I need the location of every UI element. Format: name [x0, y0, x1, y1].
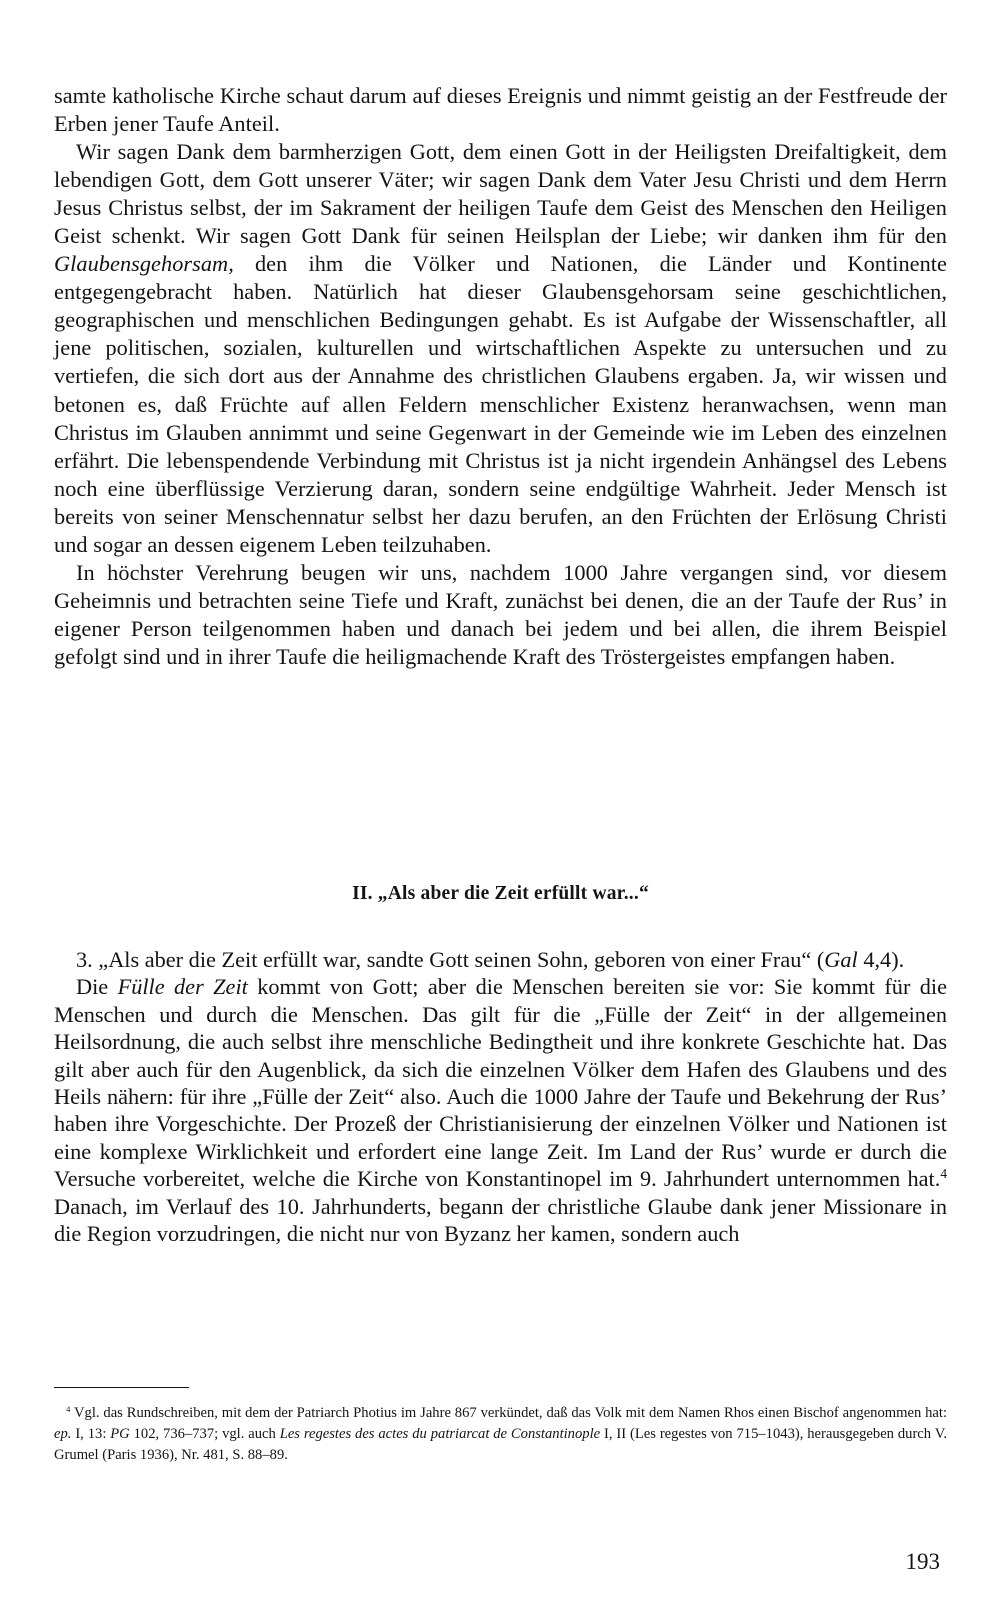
footnote-emphasis: ep. [54, 1426, 72, 1442]
paragraph-continued [54, 82, 947, 138]
footnote-divider [54, 1387, 189, 1388]
paragraph-fullness-of-time [54, 973, 947, 1247]
page-number: 193 [905, 1549, 940, 1574]
paragraph-text: In höchster Verehrung beugen wir uns, nachdem 1000 Jahre vergangen sind, vor diesem Geheimnis und betrachten seine Tiefe und Kraft, zunächst bei denen, die an der Taufe der Rus’ in eigener Person teilgenommen haben und danach bei jedem und bei allen, die ihrem Beispiel gefolgt sind und in ihrer Taufe die heiligmachende Kraft des Tröstergeistes empfangen haben. [54, 559, 947, 669]
section-text-block [54, 946, 947, 1247]
paragraph-text: 3. „Als aber die Zeit erfüllt war, sandte Gott seinen Sohn, geboren von einer Frau“ ( [76, 947, 825, 972]
footnote-text: Vgl. das Rundschreiben, mit dem der Patriarch Photius im Jahre 867 verkündet, daß das Volk mit dem Namen Rhos einen Bischof angenommen hat: [70, 1405, 947, 1421]
footnote-text: 102, 736–737; vgl. auch [129, 1426, 280, 1442]
paragraph-text: kommt von Gott; aber die Menschen bereiten sie vor: Sie kommt für die Menschen und durch die Menschen. Das gilt für die „Fülle der Zeit“ in der allgemeinen Heilsordnung, die auch selbst ihre menschliche Bedingtheit und ihre konkrete Geschichte hat. Das gilt aber auch für den Augenblick, da sich die einzelnen Völker dem Hafen des Glaubens und des Heils nähern: für ihre „Fülle der Zeit“ also. Auch die 1000 Jahre der Taufe und Bekehrung der Rus’ haben ihre Vorgeschichte. Der Prozeß der Christianisierung der einzelnen Völker und Nationen ist eine komplexe Wirklichkeit und erfordert eine lange Zeit. Im Land der Rus’ wurde er durch die Versuche vorbereitet, welche die Kirche von Konstantinopel im 9. Jahrhundert unternommen hat. [54, 974, 947, 1192]
emphasis-text: Glaubensgehorsam, [54, 251, 234, 277]
footnote-marker: 4 [66, 1403, 71, 1414]
footnote-text: I, 13: [71, 1426, 111, 1442]
footnote-reference[interactable]: 4 [940, 1166, 947, 1182]
footnote-emphasis: PG [110, 1426, 130, 1442]
paragraph-text: 4,4). [857, 947, 905, 972]
emphasis-text: Gal [824, 947, 858, 972]
footnote-emphasis: Les regestes des actes du patriarcat de Constantinople [279, 1426, 601, 1442]
paragraph-text: Wir sagen Dank dem barmherzigen Gott, dem einen Gott in der Heiligsten Dreifaltigkeit, dem lebendigen Gott, dem Gott unserer Väter; wir sagen Dank dem Vater Jesu Christi und dem Herrn Jesus Christus selbst, der im Sakrament der heiligen Taufe dem Geist des Menschen den Heiligen Geist schenkt. Wir sagen Gott Dank für seinen Heilsplan der Liebe; wir danken ihm für den [54, 139, 947, 249]
paragraph-thanksgiving [54, 138, 947, 559]
paragraph-text: den ihm die Völker und Nationen, die Länder und Kontinente entgegengebracht haben. Natürlich hat dieser Glaubensgehorsam seine geschichtlichen, geographischen und menschlichen Bedingungen gehabt. Es ist Aufgabe der Wissenschaftler, all jene politischen, sozialen, kulturellen und wirtschaftlichen Aspekte zu untersuchen und zu vertiefen, die sich dort aus der Annahme des christlichen Glaubens ergaben. Ja, wir wissen und betonen es, daß Früchte auf allen Feldern menschlicher Existenz heranwachsen, wenn man Christus im Glauben annimmt und seine Gegenwart in der Gemeinde wie im Leben des einzelnen erfährt. Die lebenspendende Verbindung mit Christus ist ja nicht irgendein Anhängsel des Lebens noch eine überflüssige Verzierung daran, sondern seine endgültige Wahrheit. Jeder Mensch ist bereits von seiner Menschennatur selbst her dazu berufen, an den Früchten der Erlösung Christi und sogar an dessen eigenem Leben teilzuhaben. [54, 251, 947, 557]
paragraph-quote [54, 946, 947, 973]
emphasis-text: Fülle der Zeit [117, 974, 248, 1000]
footnote [54, 1403, 947, 1466]
paragraph-text: Die [76, 974, 118, 1000]
footnote-text: I, II (Les regestes von 715–1043), herausgegeben durch V. Grumel (Paris 1936), Nr. 481, S. 88–89. [54, 1426, 948, 1463]
paragraph-text: Danach, im Verlauf des 10. Jahrhunderts, begann der christliche Glaube dank jener Missionare in die Region vorzudringen, die nicht nur von Byzanz her kamen, sondern auch [54, 1193, 947, 1247]
main-text-block [54, 82, 947, 671]
paragraph-text: samte katholische Kirche schaut darum auf dieses Ereignis und nimmt geistig an der Festfreude der Erben jener Taufe Anteil. [54, 83, 947, 137]
paragraph-veneration [54, 559, 947, 671]
section-heading: II. „Als aber die Zeit erfüllt war...“ [352, 883, 649, 904]
